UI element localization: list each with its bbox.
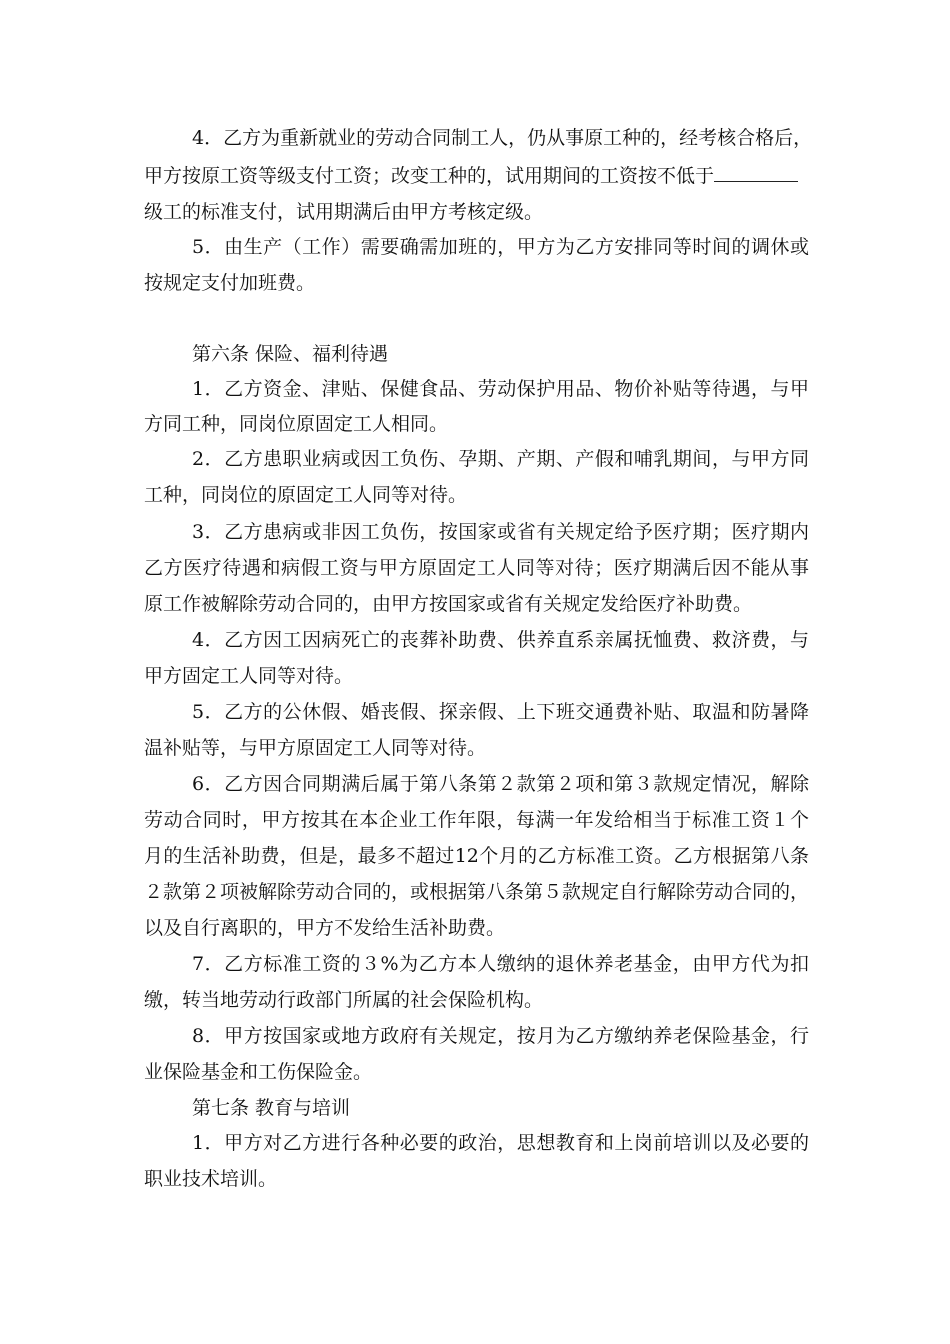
paragraph-line: 1．甲方对乙方进行各种必要的政治，思想教育和上岗前培训以及必要的	[192, 1132, 809, 1154]
paragraph-line: 甲方按原工资等级支付工资；改变工种的，试用期间的工资按不低于	[144, 163, 809, 188]
paragraph-line: 原工作被解除劳动合同的，由甲方按国家或省有关规定发给医疗补助费。	[144, 593, 753, 615]
paragraph-line: 工种，同岗位的原固定工人同等对待。	[144, 484, 468, 506]
paragraph-line: 4．乙方为重新就业的劳动合同制工人，仍从事原工种的，经考核合格后，	[192, 127, 813, 149]
paragraph-line: 6．乙方因合同期满后属于第八条第２款第２项和第３款规定情况，解除	[192, 773, 809, 795]
paragraph-line: 劳动合同时，甲方按其在本企业工作年限，每满一年发给相当于标准工资１个	[144, 809, 809, 831]
paragraph-line: 5．乙方的公休假、婚丧假、探亲假、上下班交通费补贴、取温和防暑降	[192, 701, 809, 723]
paragraph-line: 以及自行离职的，甲方不发给生活补助费。	[144, 917, 506, 939]
paragraph-line: ２款第２项被解除劳动合同的，或根据第八条第５款规定自行解除劳动合同的，	[144, 881, 810, 903]
paragraph-line: 缴，转当地劳动行政部门所属的社会保险机构。	[144, 989, 544, 1011]
paragraph-line: 方同工种，同岗位原固定工人相同。	[144, 413, 449, 435]
paragraph-line: 4．乙方因工因病死亡的丧葬补助费、供养直系亲属抚恤费、救济费，与	[192, 629, 809, 651]
fill-in-blank	[714, 163, 798, 182]
paragraph-line: 级工的标准支付，试用期满后由甲方考核定级。	[144, 201, 544, 223]
paragraph-line: 5．由生产（工作）需要确需加班的，甲方为乙方安排同等时间的调休或	[192, 236, 809, 258]
paragraph-line: 乙方医疗待遇和病假工资与甲方原固定工人同等对待；医疗期满后因不能从事	[144, 557, 809, 579]
paragraph-line: 温补贴等，与甲方原固定工人同等对待。	[144, 737, 487, 759]
paragraph-line: 按规定支付加班费。	[144, 272, 316, 294]
paragraph-line: 2．乙方患职业病或因工负伤、孕期、产期、产假和哺乳期间，与甲方同	[192, 448, 809, 470]
paragraph-line: 职业技术培训。	[144, 1168, 278, 1190]
paragraph-line: 业保险基金和工伤保险金。	[144, 1061, 373, 1083]
paragraph-line: 8．甲方按国家或地方政府有关规定，按月为乙方缴纳养老保险基金，行	[192, 1025, 809, 1047]
paragraph-line: 3．乙方患病或非因工负伤，按国家或省有关规定给予医疗期；医疗期内	[192, 521, 809, 543]
article-heading: 第六条 保险、福利待遇	[192, 343, 389, 365]
paragraph-line: 1．乙方资金、津贴、保健食品、劳动保护用品、物价补贴等待遇，与甲	[192, 378, 809, 400]
paragraph-line: 7．乙方标准工资的３%为乙方本人缴纳的退休养老基金，由甲方代为扣	[192, 953, 809, 975]
paragraph-line: 甲方固定工人同等对待。	[144, 665, 354, 687]
paragraph-line: 月的生活补助费，但是，最多不超过12个月的乙方标准工资。乙方根据第八条	[144, 845, 809, 867]
article-heading: 第七条 教育与培训	[192, 1097, 351, 1119]
